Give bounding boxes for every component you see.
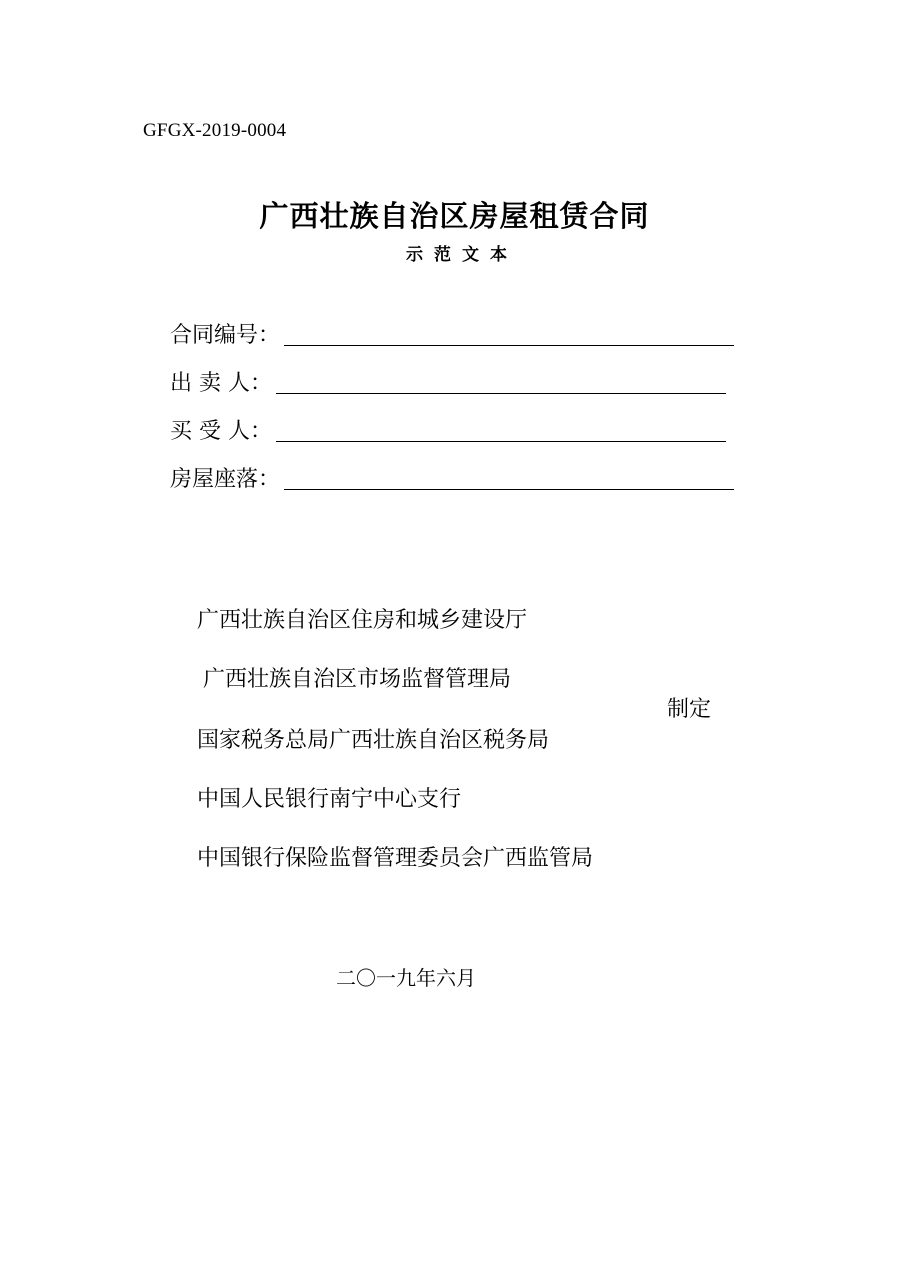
document-date: 二〇一九年六月	[336, 966, 476, 990]
issuer-tax-bureau: 国家税务总局广西壮族自治区税务局	[197, 728, 550, 753]
property-location-label: 房屋座落：	[170, 467, 281, 492]
seller-blank-line	[276, 369, 726, 394]
contract-number-label: 合同编号：	[170, 323, 281, 348]
buyer-field	[170, 417, 726, 447]
issuer-housing-department: 广西壮族自治区住房和城乡建设厅	[197, 608, 528, 633]
issuer-banking-insurance-regulator: 中国银行保险监督管理委员会广西监管局	[197, 846, 594, 871]
issuer-market-regulation: 广西壮族自治区市场监督管理局	[203, 667, 512, 692]
contract-number-blank-line	[284, 321, 734, 346]
enacted-label: 制定	[667, 697, 712, 722]
document-code: GFGX-2019-0004	[143, 120, 287, 141]
document-subtitle: 示范文本	[406, 245, 518, 265]
buyer-blank-line	[276, 417, 726, 442]
buyer-label: 买 受 人：	[170, 419, 272, 444]
contract-number-field	[170, 321, 734, 351]
seller-field	[170, 369, 726, 399]
seller-label: 出 卖 人：	[170, 371, 272, 396]
property-location-field	[170, 465, 734, 495]
issuer-peoples-bank: 中国人民银行南宁中心支行	[197, 787, 462, 812]
document-title: 广西壮族自治区房屋租赁合同	[259, 199, 650, 233]
property-location-blank-line	[284, 465, 734, 490]
